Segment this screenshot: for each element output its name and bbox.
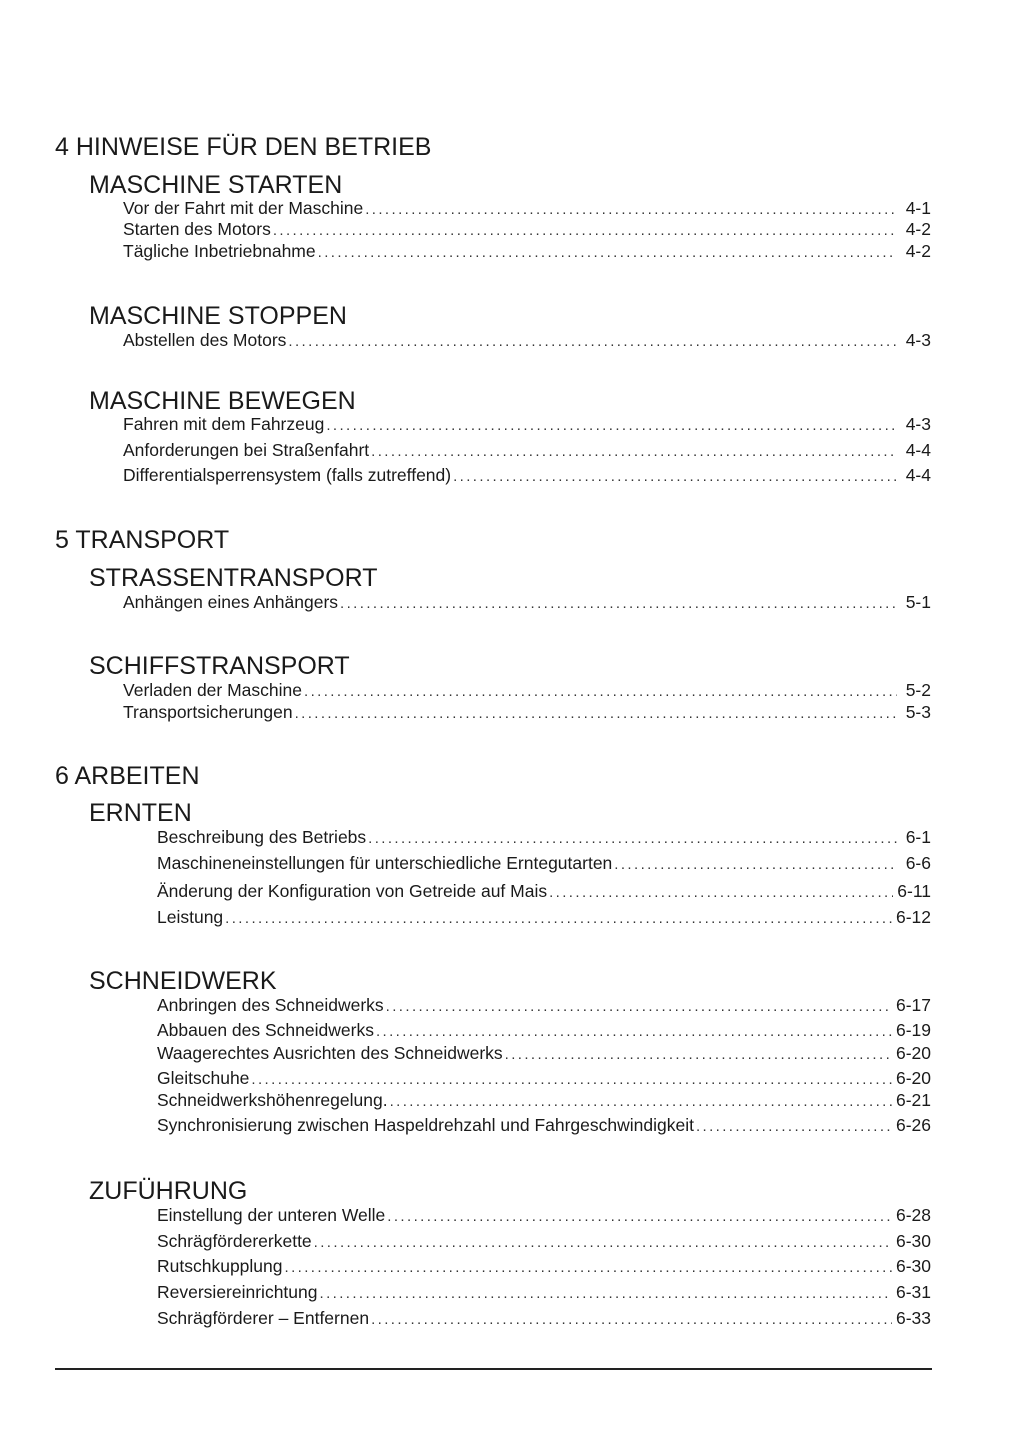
toc-entry-text: Gleitschuhe xyxy=(157,1068,250,1088)
toc-entry[interactable] xyxy=(123,680,931,700)
toc-entry-page: 6-20 xyxy=(895,1043,931,1063)
toc-entry-page: 6-30 xyxy=(895,1256,931,1276)
toc-entry-page: 6-17 xyxy=(895,995,931,1015)
toc-entry[interactable] xyxy=(157,1020,931,1040)
toc-entry[interactable] xyxy=(157,881,931,901)
toc-entry-page: 4-3 xyxy=(905,330,931,350)
toc-entry-text: Waagerechtes Ausrichten des Schneidwerks xyxy=(157,1043,503,1063)
footer-rule xyxy=(55,1368,932,1370)
dot-leader xyxy=(251,1070,892,1090)
dot-leader xyxy=(696,1117,892,1137)
dot-leader xyxy=(273,221,897,241)
dot-leader xyxy=(371,1310,892,1330)
dot-leader xyxy=(453,467,897,487)
toc-entry-page: 4-3 xyxy=(905,414,931,434)
toc-entry[interactable] xyxy=(123,702,931,722)
toc-entry-page: 5-3 xyxy=(905,702,931,722)
toc-entry-page: 6-11 xyxy=(897,881,931,901)
chapter-title: 6 ARBEITEN xyxy=(55,762,200,790)
chapter-title: 4 HINWEISE FÜR DEN BETRIEB xyxy=(55,133,432,161)
toc-entry[interactable] xyxy=(157,907,931,927)
toc-entry-text: Transportsicherungen xyxy=(123,702,293,722)
dot-leader xyxy=(318,243,897,263)
toc-entry-text: Anbringen des Schneidwerks xyxy=(157,995,384,1015)
dot-leader xyxy=(371,442,897,462)
dot-leader xyxy=(614,855,897,875)
dot-leader xyxy=(314,1233,892,1253)
toc-entry[interactable] xyxy=(157,1068,931,1088)
toc-entry-text: Maschineneinstellungen für unterschiedliche Erntegutarten xyxy=(157,853,613,873)
toc-entry-page: 6-33 xyxy=(895,1308,931,1328)
toc-entry-page: 4-4 xyxy=(905,465,931,485)
toc-entry-page: 6-26 xyxy=(895,1115,931,1135)
toc-entry-text: Anforderungen bei Straßenfahrt xyxy=(123,440,370,460)
dot-leader xyxy=(340,594,897,614)
toc-entry-text: Synchronisierung zwischen Haspeldrehzahl und Fahrgeschwindigkeit xyxy=(157,1115,694,1135)
toc-entry-page: 4-2 xyxy=(905,241,931,261)
toc-entry-page: 6-21 xyxy=(895,1090,931,1110)
section-title: MASCHINE BEWEGEN xyxy=(89,387,356,415)
dot-leader xyxy=(387,1207,892,1227)
dot-leader xyxy=(295,704,897,724)
toc-entry-text: Differentialsperrensystem (falls zutreffend) xyxy=(123,465,452,485)
toc-entry-page: 6-30 xyxy=(895,1231,931,1251)
toc-entry-page: 6-31 xyxy=(895,1282,931,1302)
toc-entry-text: Starten des Motors xyxy=(123,219,271,239)
toc-entry[interactable] xyxy=(157,1282,931,1302)
dot-leader xyxy=(225,909,892,929)
toc-entry-page: 6-6 xyxy=(905,853,931,873)
section-title: SCHIFFSTRANSPORT xyxy=(89,652,350,680)
toc-entry[interactable] xyxy=(123,241,931,261)
toc-entry[interactable] xyxy=(157,853,931,873)
toc-entry-text: Anhängen eines Anhängers xyxy=(123,592,339,612)
toc-entry-page: 6-19 xyxy=(895,1020,931,1040)
section-title: STRASSENTRANSPORT xyxy=(89,564,378,592)
toc-entry[interactable] xyxy=(157,1043,931,1063)
dot-leader xyxy=(326,416,897,436)
section-title: ERNTEN xyxy=(89,799,192,827)
toc-entry-page: 4-4 xyxy=(905,440,931,460)
toc-entry[interactable] xyxy=(157,1308,931,1328)
toc-entry-page: 6-20 xyxy=(895,1068,931,1088)
toc-entry[interactable] xyxy=(123,440,931,460)
toc-entry-text: Leistung xyxy=(157,907,224,927)
toc-entry[interactable] xyxy=(123,592,931,612)
dot-leader xyxy=(376,1022,892,1042)
toc-entry-page: 4-2 xyxy=(905,219,931,239)
dot-leader xyxy=(320,1284,892,1304)
toc-entry-page: 5-1 xyxy=(905,592,931,612)
toc-entry[interactable] xyxy=(123,330,931,350)
toc-entry[interactable] xyxy=(157,1205,931,1225)
dot-leader xyxy=(368,829,897,849)
toc-entry-text: Schrägförderer – Entfernen xyxy=(157,1308,370,1328)
toc-entry-text: Schrägfördererkette xyxy=(157,1231,312,1251)
toc-entry-text: Vor der Fahrt mit der Maschine xyxy=(123,198,364,218)
toc-entry-text: Beschreibung des Betriebs xyxy=(157,827,367,847)
toc-entry-text: Schneidwerkshöhenregelung. xyxy=(157,1090,388,1110)
chapter-title: 5 TRANSPORT xyxy=(55,526,230,554)
toc-entry-text: Einstellung der unteren Welle xyxy=(157,1205,386,1225)
section-title: MASCHINE STARTEN xyxy=(89,171,343,199)
toc-entry[interactable] xyxy=(157,1115,931,1135)
toc-entry-page: 6-1 xyxy=(905,827,931,847)
dot-leader xyxy=(386,997,892,1017)
toc-entry-text: Verladen der Maschine xyxy=(123,680,302,700)
toc-entry[interactable] xyxy=(123,414,931,434)
toc-entry-text: Reversiereinrichtung xyxy=(157,1282,318,1302)
dot-leader xyxy=(549,883,893,903)
toc-entry-text: Tägliche Inbetriebnahme xyxy=(123,241,316,261)
section-title: MASCHINE STOPPEN xyxy=(89,302,347,330)
dot-leader xyxy=(304,682,897,702)
toc-entry[interactable] xyxy=(157,827,931,847)
section-title: ZUFÜHRUNG xyxy=(89,1177,248,1205)
toc-entry-page: 5-2 xyxy=(905,680,931,700)
toc-entry-text: Abstellen des Motors xyxy=(123,330,287,350)
toc-entry[interactable] xyxy=(157,995,931,1015)
toc-entry-text: Abbauen des Schneidwerks xyxy=(157,1020,374,1040)
toc-entry[interactable] xyxy=(123,198,931,218)
toc-entry[interactable] xyxy=(123,465,931,485)
toc-entry[interactable] xyxy=(157,1090,931,1110)
dot-leader xyxy=(505,1045,892,1065)
dot-leader xyxy=(390,1092,892,1112)
dot-leader xyxy=(288,332,897,352)
toc-entry-text: Rutschkupplung xyxy=(157,1256,283,1276)
toc-entry-page: 6-28 xyxy=(895,1205,931,1225)
toc-entry[interactable] xyxy=(157,1256,931,1276)
toc-entry-text: Änderung der Konfiguration von Getreide auf Mais xyxy=(157,881,548,901)
toc-entry-page: 4-1 xyxy=(905,198,931,218)
dot-leader xyxy=(285,1258,892,1278)
section-title: SCHNEIDWERK xyxy=(89,967,277,995)
toc-entry[interactable] xyxy=(123,219,931,239)
toc-entry[interactable] xyxy=(157,1231,931,1251)
toc-entry-page: 6-12 xyxy=(895,907,931,927)
dot-leader xyxy=(365,200,897,220)
toc-entry-text: Fahren mit dem Fahrzeug xyxy=(123,414,325,434)
